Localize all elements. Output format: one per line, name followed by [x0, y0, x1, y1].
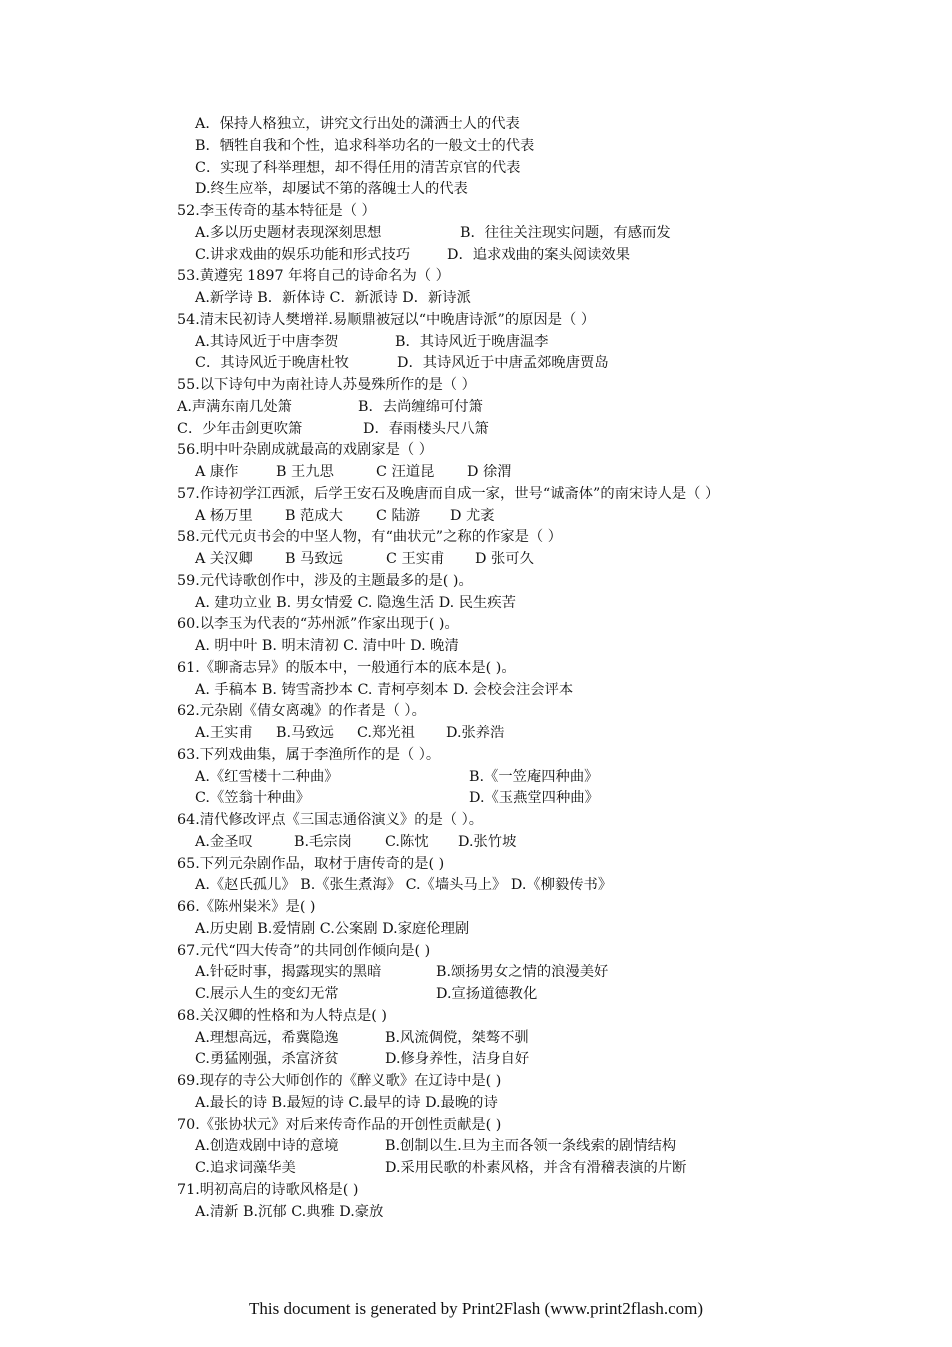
- option-text: A.声满东南几处箫: [177, 398, 292, 415]
- option-text: A 康作: [195, 464, 239, 480]
- question-stem: [0, 1071, 952, 1093]
- option-text: A.历史剧 B.爱情剧 C.公案剧 D.家庭伦理剧: [195, 920, 470, 937]
- option-text: C.勇猛刚强，杀富济贫: [195, 1051, 339, 1068]
- option-text: C 陆游: [376, 507, 421, 524]
- question-text: 59.元代诗歌创作中，涉及的主题最多的是( )。: [177, 572, 473, 589]
- question-text: 55.以下诗句中为南社诗人苏曼殊所作的是（ ）: [177, 377, 476, 393]
- answer-options: [0, 1049, 952, 1071]
- question-stem: [0, 745, 952, 767]
- question-text: 57.作诗初学江西派，后学王安石及晚唐而自成一家，世号“诚斋体”的南宋诗人是（ ）: [177, 485, 720, 502]
- answer-options: [0, 506, 952, 528]
- question-text: 71.明初高启的诗歌风格是( ): [177, 1181, 359, 1198]
- option-text: D.《玉燕堂四种曲》: [469, 790, 599, 807]
- answer-options: [0, 288, 952, 310]
- question-stem: [0, 527, 952, 549]
- answer-options: [0, 332, 952, 354]
- question-stem: [0, 1180, 952, 1202]
- question-text: 70.《张协状元》对后来传奇作品的开创性贡献是( ): [177, 1116, 502, 1133]
- option-text: A.金圣叹: [195, 833, 253, 850]
- option-text: C.追求词藻华美: [195, 1160, 296, 1176]
- answer-options: [0, 1136, 952, 1158]
- option-text: C．其诗风近于晚唐杜牧: [195, 355, 349, 372]
- option-text: B．去尚缠绵可付箫: [358, 398, 483, 415]
- option-text: A.新学诗 B．新体诗 C．新派诗 D．新诗派: [195, 290, 471, 306]
- answer-options: [0, 1158, 952, 1180]
- option-text: C．实现了科举理想，却不得任用的清苦京官的代表: [195, 159, 521, 176]
- answer-options: [0, 962, 952, 984]
- question-text: 54.清末民初诗人樊增祥.易顺鼎被冠以“中晚唐诗派”的原因是（ ）: [177, 311, 596, 328]
- option-text: D.宣扬道德教化: [436, 986, 538, 1002]
- option-text: A. 建功立业 B. 男女情爱 C. 隐逸生活 D. 民生疾苦: [195, 594, 516, 611]
- question-stem: [0, 941, 952, 963]
- question-stem: [0, 658, 952, 680]
- question-text: 65.下列元杂剧作品，取材于唐传奇的是( ): [177, 855, 445, 872]
- option-text: A. 手稿本 B. 铸雪斋抄本 C. 青柯亭刻本 D. 会校会注会评本: [195, 681, 574, 698]
- question-text: 64.清代修改评点《三国志通俗演义》的是（ ）。: [177, 812, 484, 828]
- option-text: D 徐渭: [467, 464, 512, 480]
- option-text: B.毛宗岗: [294, 833, 352, 850]
- answer-options: [0, 832, 952, 854]
- option-text: D.采用民歌的朴素风格，并含有滑稽表演的片断: [385, 1160, 687, 1176]
- option-text: B．往往关注现实问题，有感而发: [460, 224, 671, 241]
- option-text: A.针砭时事，揭露现实的黑暗: [195, 964, 382, 981]
- answer-options: [0, 158, 952, 180]
- answer-options: [0, 723, 952, 745]
- answer-options: [0, 397, 952, 419]
- option-text: D.张养浩: [446, 725, 505, 741]
- option-text: A.创造戏剧中诗的意境: [195, 1138, 339, 1155]
- answer-options: [0, 984, 952, 1006]
- option-text: D.修身养性，洁身自好: [385, 1051, 530, 1068]
- answer-options: [0, 1028, 952, 1050]
- option-text: C.展示人生的变幻无常: [195, 986, 339, 1002]
- option-text: A．保持人格独立，讲究文行出处的潇洒士人的代表: [195, 116, 520, 132]
- question-stem: [0, 375, 952, 397]
- option-text: A.最长的诗 B.最短的诗 C.最早的诗 D.最晚的诗: [195, 1094, 498, 1111]
- answer-options: [0, 636, 952, 658]
- option-text: D 张可久: [475, 551, 534, 567]
- question-text: 61.《聊斋志异》的版本中，一般通行本的底本是( )。: [177, 659, 516, 676]
- option-text: B.《一笠庵四种曲》: [469, 768, 599, 785]
- question-stem: [0, 266, 952, 288]
- answer-options: [0, 1202, 952, 1224]
- question-text: 63.下列戏曲集，属于李渔所作的是（ ）。: [177, 746, 441, 763]
- answer-options: [0, 875, 952, 897]
- answer-options: [0, 1093, 952, 1115]
- question-stem: [0, 810, 952, 832]
- question-text: 67.元代“四大传奇”的共同创作倾向是( ): [177, 942, 431, 959]
- option-text: A.其诗风近于中唐李贺: [195, 333, 339, 350]
- option-text: D.终生应举，却屡试不第的落魄士人的代表: [195, 181, 468, 198]
- question-stem: [0, 854, 952, 876]
- answer-options: [0, 788, 952, 810]
- question-stem: [0, 440, 952, 462]
- question-stem: [0, 310, 952, 332]
- option-text: A.王实甫: [195, 725, 253, 741]
- answer-options: [0, 767, 952, 789]
- answer-options: [0, 549, 952, 571]
- option-text: C.《笠翁十种曲》: [195, 790, 311, 807]
- answer-options: [0, 680, 952, 702]
- answer-options: [0, 593, 952, 615]
- option-text: C.郑光祖: [357, 725, 415, 741]
- option-text: B 马致远: [285, 551, 343, 567]
- question-list: [0, 114, 952, 1223]
- question-text: 62.元杂剧《倩女离魂》的作者是（ ）。: [177, 703, 426, 720]
- option-text: D.张竹坡: [458, 833, 517, 850]
- question-stem: [0, 1115, 952, 1137]
- option-text: D 尤袤: [450, 507, 495, 524]
- answer-options: [0, 462, 952, 484]
- option-text: B.马致远: [276, 725, 334, 741]
- option-text: A.多以历史题材表现深刻思想: [195, 224, 382, 241]
- option-text: A.清新 B.沉郁 C.典雅 D.豪放: [195, 1203, 384, 1220]
- answer-options: [0, 136, 952, 158]
- answer-options: [0, 353, 952, 375]
- option-text: C 汪道昆: [376, 464, 435, 480]
- answer-options: [0, 419, 952, 441]
- footer-text: This document is generated by Print2Flash (www.print2flash.com): [248, 1299, 704, 1318]
- question-stem: [0, 614, 952, 636]
- question-stem: [0, 201, 952, 223]
- question-text: 56.明中叶杂剧成就最高的戏剧家是（ ）: [177, 442, 434, 459]
- option-text: C 王实甫: [386, 551, 445, 567]
- option-text: B.创制以生.旦为主而各领一条线索的剧情结构: [385, 1138, 677, 1155]
- question-text: 52.李玉传奇的基本特征是（ ）: [177, 203, 376, 219]
- option-text: C．少年击剑更吹箫: [177, 420, 303, 437]
- option-text: B 范成大: [285, 507, 343, 524]
- question-stem: [0, 484, 952, 506]
- answer-options: [0, 114, 952, 136]
- answer-options: [0, 245, 952, 267]
- answer-options: [0, 919, 952, 941]
- question-text: 53.黄遵宪 1897 年将自己的诗命名为（ ）: [177, 268, 450, 285]
- option-text: B．其诗风近于晚唐温李: [395, 333, 549, 350]
- option-text: C.陈忱: [385, 833, 429, 850]
- option-text: D．其诗风近于中唐孟郊晚唐贾岛: [397, 355, 609, 372]
- option-text: A. 明中叶 B. 明末清初 C. 清中叶 D. 晚清: [195, 638, 459, 654]
- option-text: A.《红雪楼十二种曲》: [195, 768, 339, 785]
- question-stem: [0, 897, 952, 919]
- option-text: B．牺牲自我和个性，追求科举功名的一般文士的代表: [195, 137, 535, 154]
- option-text: B.风流倜傥，桀骜不驯: [385, 1029, 529, 1046]
- option-text: A 关汉卿: [195, 551, 253, 567]
- question-stem: [0, 1006, 952, 1028]
- question-stem: [0, 571, 952, 593]
- option-text: B 王九思: [276, 464, 334, 480]
- question-text: 68.关汉卿的性格和为人特点是( ): [177, 1007, 387, 1024]
- question-text: 66.《陈州粜米》是( ): [177, 899, 316, 915]
- question-text: 60.以李玉为代表的“苏州派”作家出现于( )。: [177, 616, 459, 633]
- option-text: D．追求戏曲的案头阅读效果: [447, 246, 631, 263]
- question-stem: [0, 701, 952, 723]
- option-text: C.讲求戏曲的娱乐功能和形式技巧: [195, 246, 411, 263]
- option-text: A.理想高远，希冀隐逸: [195, 1029, 339, 1046]
- option-text: D．春雨楼头尺八箫: [363, 420, 489, 437]
- answer-options: [0, 179, 952, 201]
- option-text: A.《赵氏孤儿》 B.《张生煮海》 C.《墙头马上》 D.《柳毅传书》: [195, 877, 613, 894]
- question-text: 69.现存的寺公大师创作的《醉义歌》在辽诗中是( ): [177, 1073, 502, 1089]
- answer-options: [0, 223, 952, 245]
- option-text: B.颂扬男女之情的浪漫美好: [436, 964, 609, 981]
- question-text: 58.元代元贞书会的中坚人物，有“曲状元”之称的作家是（ ）: [177, 529, 563, 546]
- option-text: A 杨万里: [195, 507, 253, 524]
